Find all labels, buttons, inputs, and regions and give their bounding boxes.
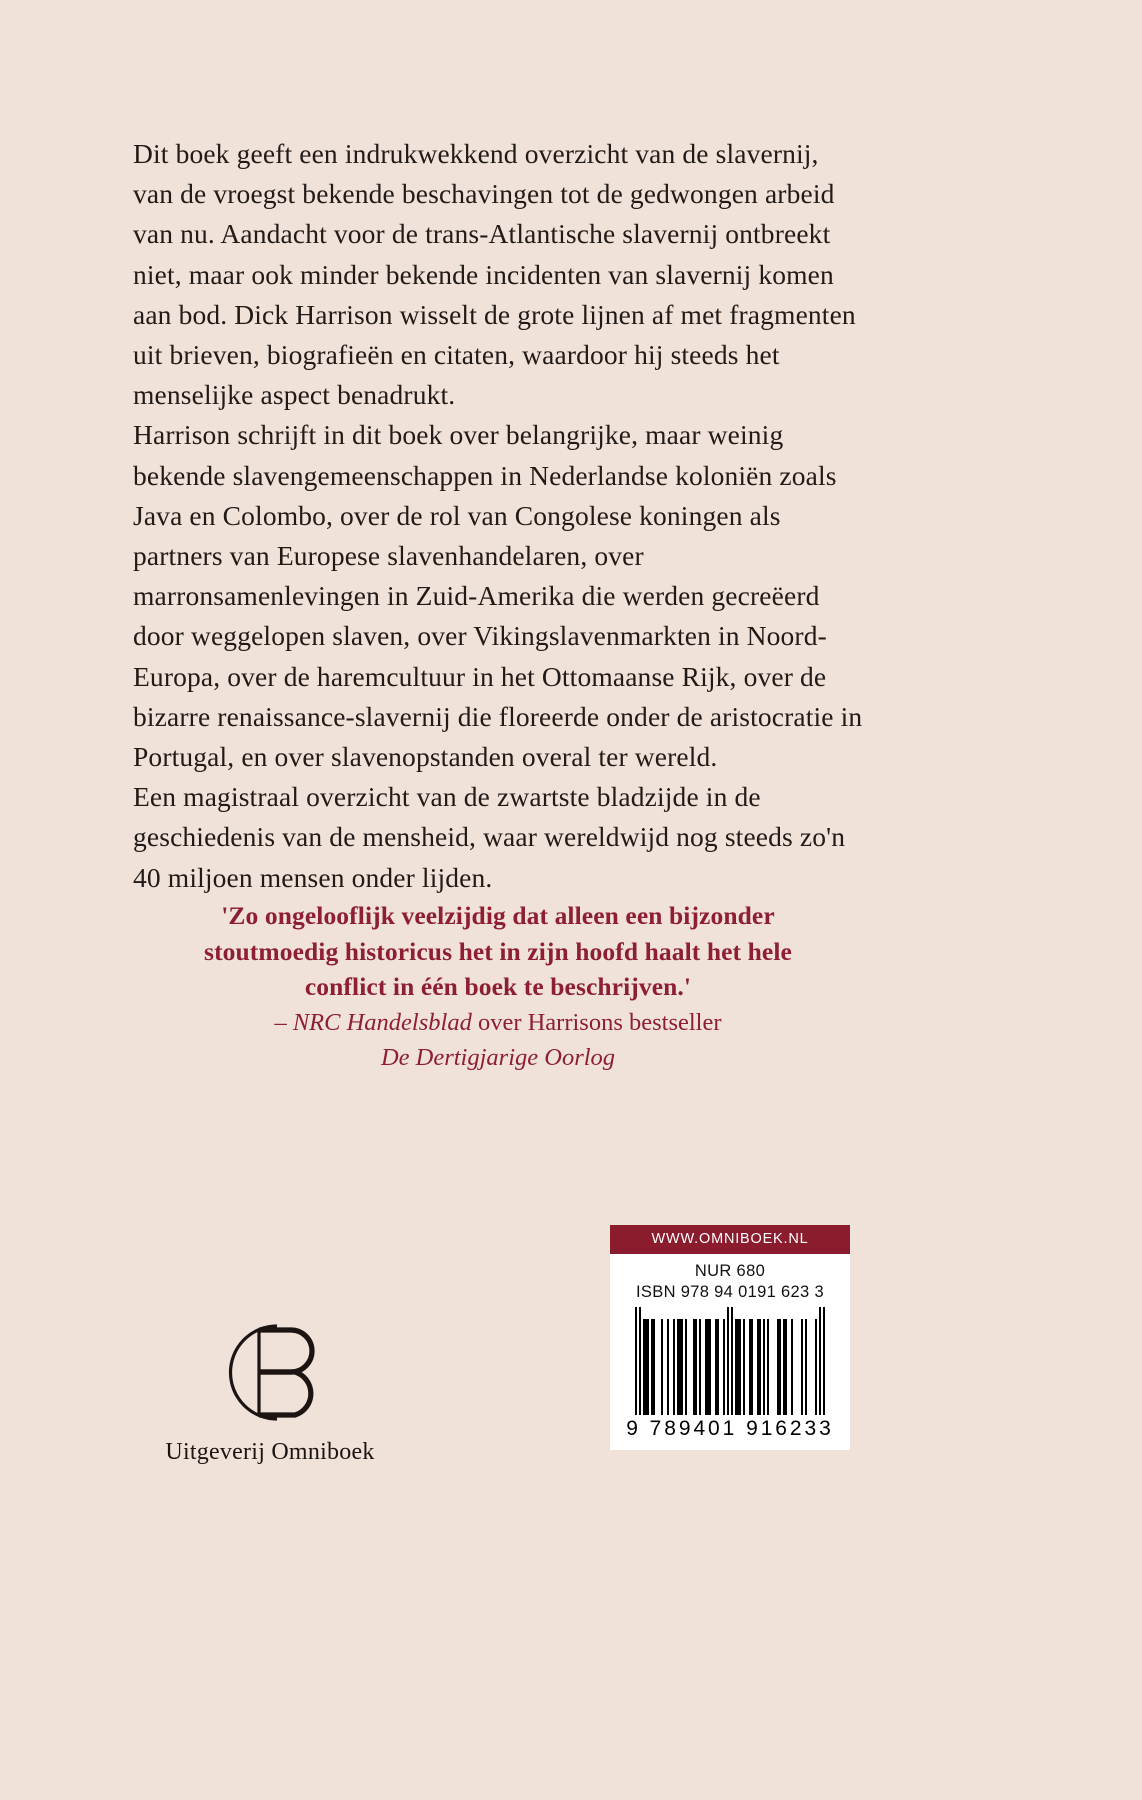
omniboek-logo-icon [215, 1320, 325, 1425]
publisher-website-band: WWW.OMNIBOEK.NL [610, 1225, 850, 1254]
publisher-name: Uitgeverij Omniboek [165, 1439, 375, 1465]
isbn-code: ISBN 978 94 0191 623 3 [636, 1283, 824, 1301]
blurb-paragraph-2: Harrison schrijft in dit boek over belangrijke, maar weinig bekende slavengemeenschappen in Nederlandse koloniën zoals Java en Colombo, over de rol van Congolese koningen als partners van Europese slavenhandelaren, over marronsamenlevingen in Zuid-Amerika die werden gecreëerd door weggelopen slaven, over Vikingslavenmarkten in Noord-Europa, over de haremcultuur in het Ottomaanse Rijk, over de bizarre renaissance-slavernij die floreerde onder de aristocratie in Portugal, en over slavenopstanden overal ter wereld. [133, 419, 863, 773]
review-quote-block [133, 898, 863, 1075]
barcode-panel [610, 1225, 850, 1450]
review-quote-line-2: stoutmoedig historicus het in zijn hoofd haalt het hele [204, 936, 792, 966]
review-attribution [133, 1005, 863, 1040]
publisher-block [140, 1320, 400, 1466]
review-quote-line-3: conflict in één boek te beschrijven.' [304, 972, 692, 1001]
blurb-paragraph-1: Dit boek geeft een indrukwekkend overzicht van de slavernij, van de vroegst bekende beschavingen tot de gedwongen arbeid van nu. Aandacht voor de trans-Atlantische slavernij ontbreekt niet, maar ook minder bekende incidenten van slavernij komen aan bod. Dick Harrison wisselt de grote lijnen af met fragmenten uit brieven, biografieën en citaten, waardoor hij steeds het menselijke aspect benadrukt. [133, 138, 856, 411]
attribution-dash: – [274, 1008, 293, 1036]
blurb-text [133, 134, 863, 898]
attribution-rest: over Harrisons bestseller [471, 1008, 722, 1036]
barcode-body [610, 1254, 850, 1450]
barcode-bars [610, 1307, 850, 1415]
blurb-paragraph-3: Een magistraal overzicht van de zwartste bladzijde in de geschiedenis van de mensheid, waar wereldwijd nog steeds zo'n 40 miljoen mensen onder lijden. [133, 781, 846, 893]
attribution-source: NRC Handelsblad [292, 1008, 472, 1036]
nur-code: NUR 680 [694, 1262, 766, 1280]
barcode-digits: 9 789401 916233 [626, 1417, 834, 1440]
review-quote-line-1: 'Zo ongelooflijk veelzijdig dat alleen een bijzonder [221, 901, 775, 930]
review-attribution-work: De Dertigjarige Oorlog [380, 1043, 616, 1071]
